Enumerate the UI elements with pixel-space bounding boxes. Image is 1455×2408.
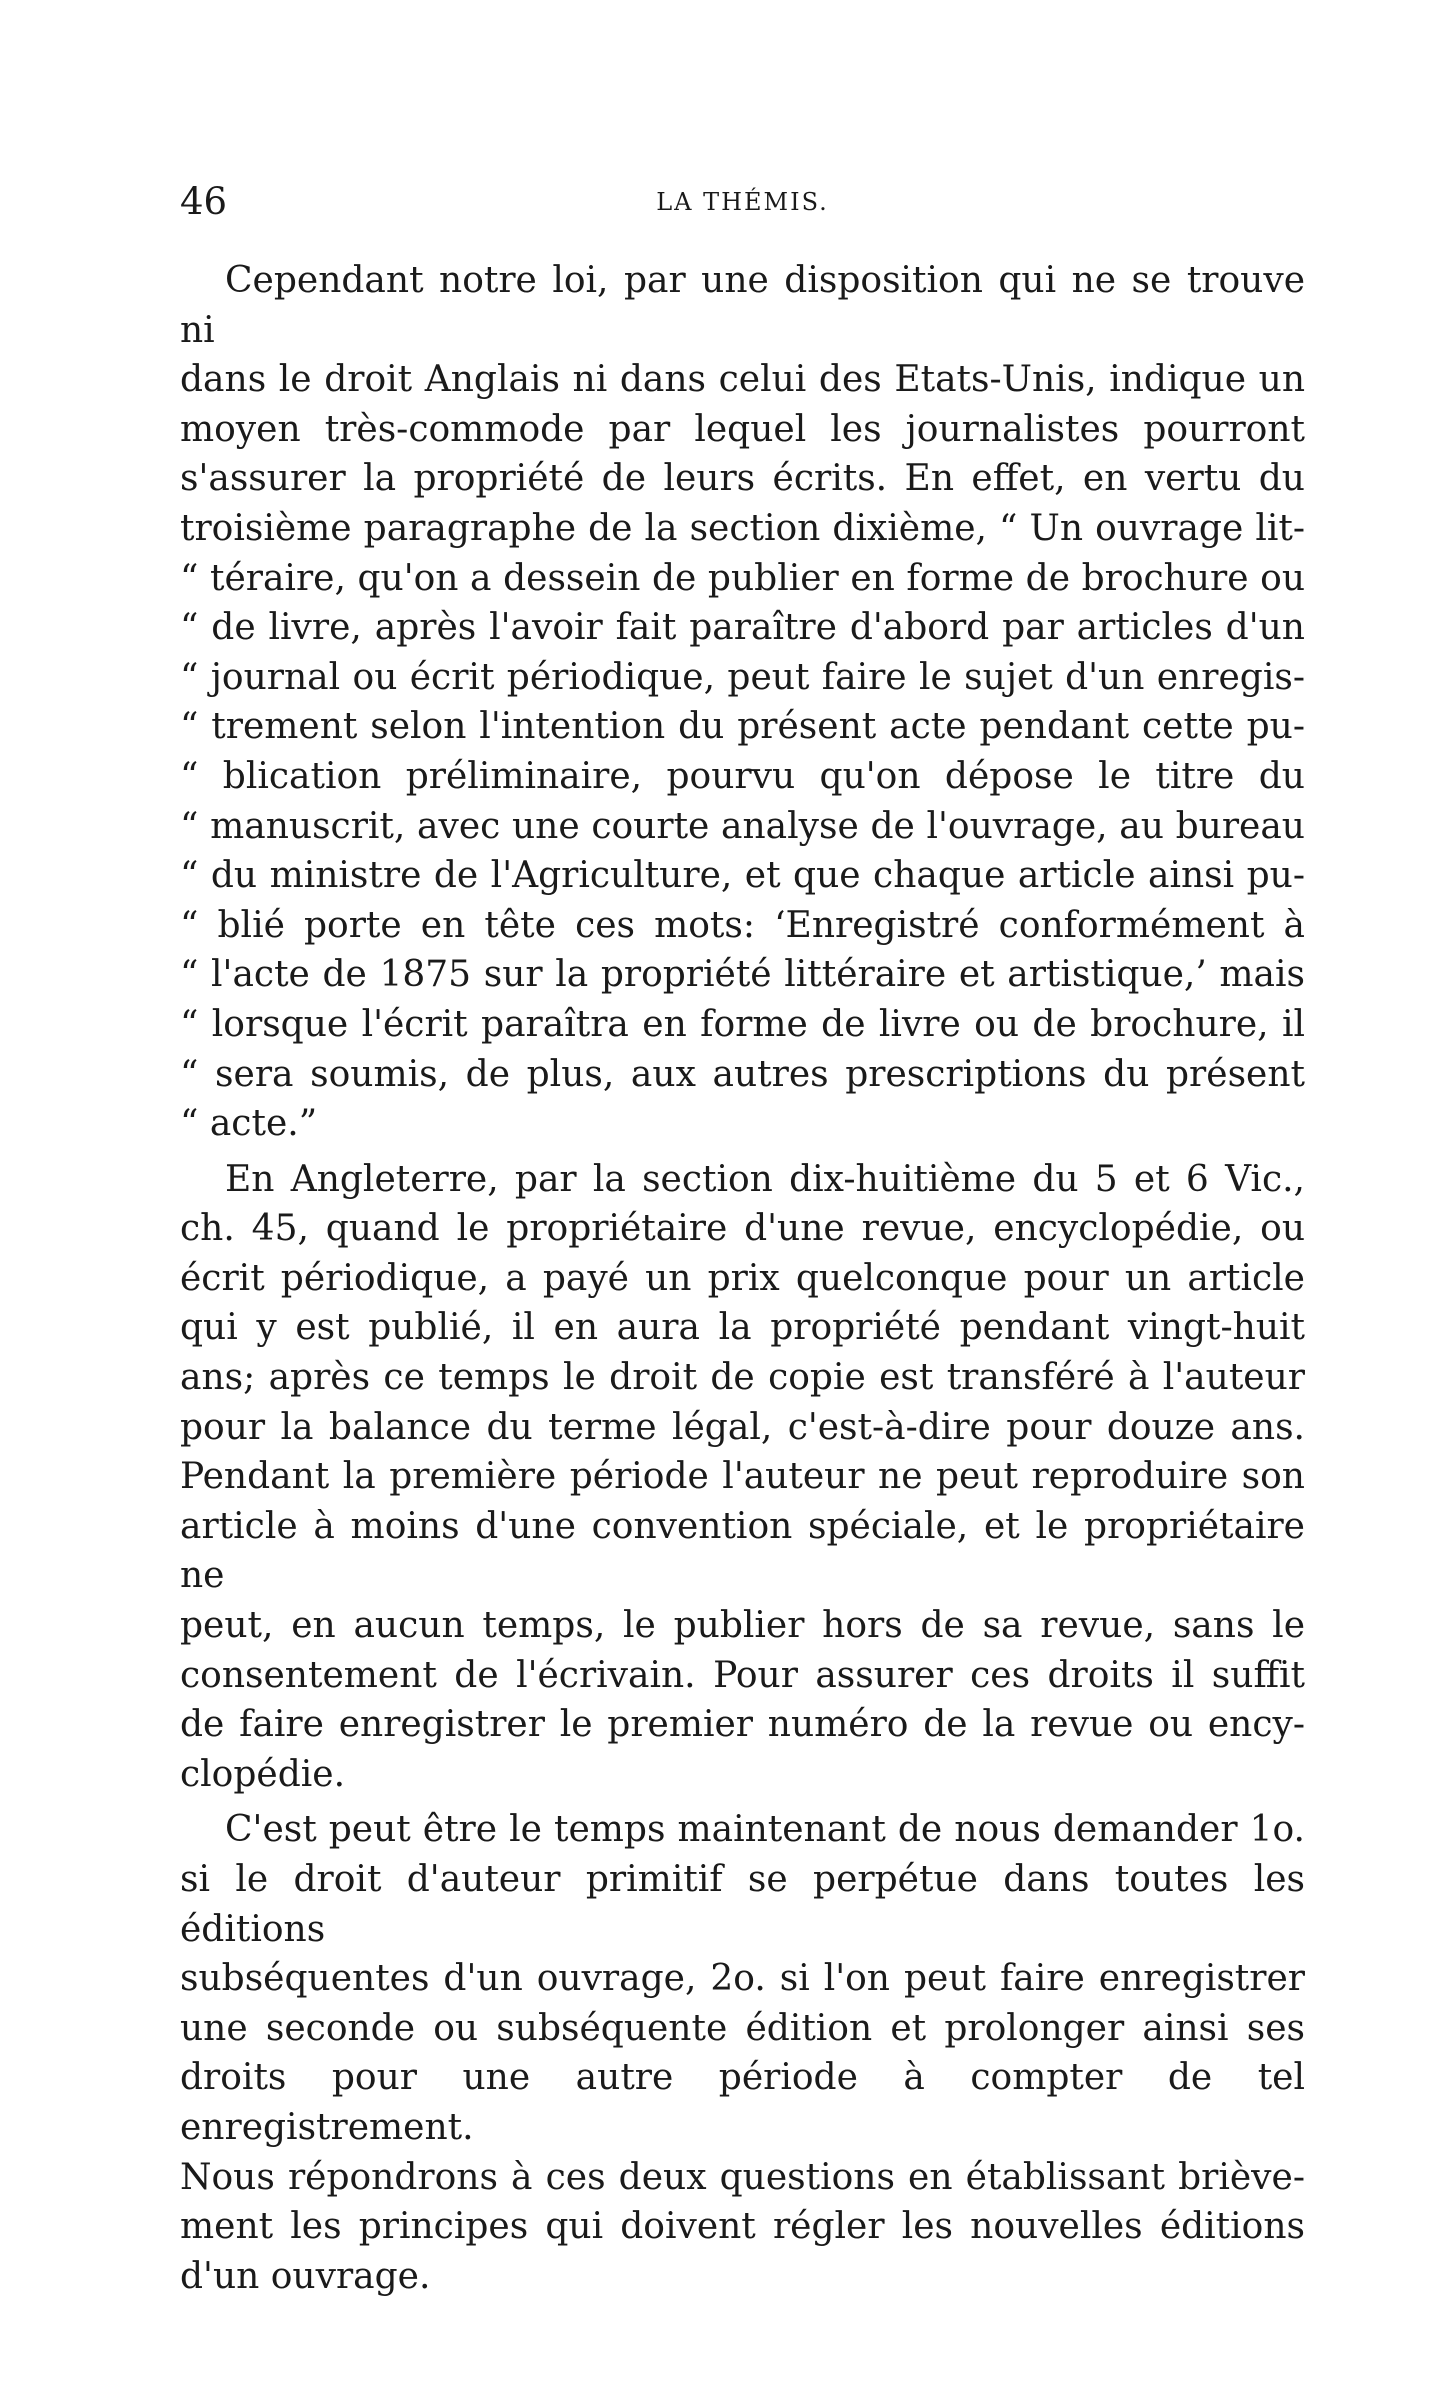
text-line: dans le droit Anglais ni dans celui des Etats-Unis, indique un	[180, 359, 1305, 401]
text-line: de faire enregistrer le premier numéro de la revue ou ency-	[180, 1704, 1305, 1746]
body-text	[180, 256, 1305, 2301]
text-line: qui y est publié, il en aura la propriété pendant vingt-huit	[180, 1307, 1305, 1349]
text-line: ans; après ce temps le droit de copie est transféré à l'auteur	[180, 1357, 1305, 1399]
text-line: “ blié porte en tête ces mots: ‘Enregistré conformément à	[180, 904, 1305, 946]
text-line: troisième paragraphe de la section dixième, “ Un ouvrage lit-	[180, 507, 1305, 549]
text-line: consentement de l'écrivain. Pour assurer ces droits il suffit	[180, 1654, 1305, 1696]
text-line: une seconde ou subséquente édition et prolonger ainsi ses	[180, 2007, 1305, 2049]
text-line: “ journal ou écrit périodique, peut faire le sujet d'un enregis-	[180, 656, 1305, 698]
text-line: Pendant la première période l'auteur ne peut reproduire son	[180, 1456, 1305, 1498]
text-line: droits pour une autre période à compter de tel enregistrement.	[180, 2057, 1305, 2148]
text-line: “ manuscrit, avec une courte analyse de l'ouvrage, au bureau	[180, 805, 1305, 847]
page-header	[180, 180, 1305, 230]
text-line: Cependant notre loi, par une disposition qui ne se trouve ni	[180, 260, 1305, 351]
text-line: “ sera soumis, de plus, aux autres prescriptions du présent	[180, 1053, 1305, 1095]
text-line: écrit périodique, a payé un prix quelconque pour un article	[180, 1257, 1305, 1299]
text-line: “ acte.”	[180, 1103, 318, 1145]
text-line: En Angleterre, par la section dix-huitième du 5 et 6 Vic.,	[225, 1158, 1305, 1200]
text-line: subséquentes d'un ouvrage, 2o. si l'on peut faire enregistrer	[180, 1958, 1305, 2000]
text-line: peut, en aucun temps, le publier hors de sa revue, sans le	[180, 1605, 1305, 1647]
text-line: C'est peut être le temps maintenant de nous demander 1o.	[225, 1809, 1305, 1851]
text-line: si le droit d'auteur primitif se perpétue dans toutes les éditions	[180, 1859, 1305, 1950]
text-line: article à moins d'une convention spéciale, et le propriétaire ne	[180, 1505, 1305, 1597]
text-line: “ trement selon l'intention du présent acte pendant cette pu-	[180, 706, 1305, 748]
page-number: 46	[180, 180, 228, 223]
text-line: “ l'acte de 1875 sur la propriété littéraire et artistique,’ mais	[180, 954, 1305, 996]
text-line: ch. 45, quand le propriétaire d'une revue, encyclopédie, ou	[180, 1208, 1305, 1250]
text-line: clopédie.	[180, 1753, 346, 1795]
text-line: ment les principes qui doivent régler les nouvelles éditions	[180, 2206, 1305, 2248]
text-line: “ du ministre de l'Agriculture, et que chaque article ainsi pu-	[180, 855, 1305, 897]
text-line: d'un ouvrage.	[180, 2255, 431, 2297]
running-title: LA THÉMIS.	[656, 188, 829, 216]
text-line: “ téraire, qu'on a dessein de publier en forme de brochure ou	[180, 557, 1305, 599]
text-line: pour la balance du terme légal, c'est-à-dire pour douze ans.	[180, 1406, 1305, 1448]
text-line: “ blication préliminaire, pourvu qu'on dépose le titre du	[180, 755, 1305, 797]
text-line: moyen très-commode par lequel les journalistes pourront	[180, 408, 1305, 450]
text-line: “ de livre, après l'avoir fait paraître d'abord par articles d'un	[180, 607, 1305, 649]
text-line: s'assurer la propriété de leurs écrits. En effet, en vertu du	[180, 458, 1305, 500]
text-line: “ lorsque l'écrit paraîtra en forme de livre ou de brochure, il	[180, 1003, 1305, 1045]
text-line: Nous répondrons à ces deux questions en établissant briève-	[180, 2156, 1305, 2198]
